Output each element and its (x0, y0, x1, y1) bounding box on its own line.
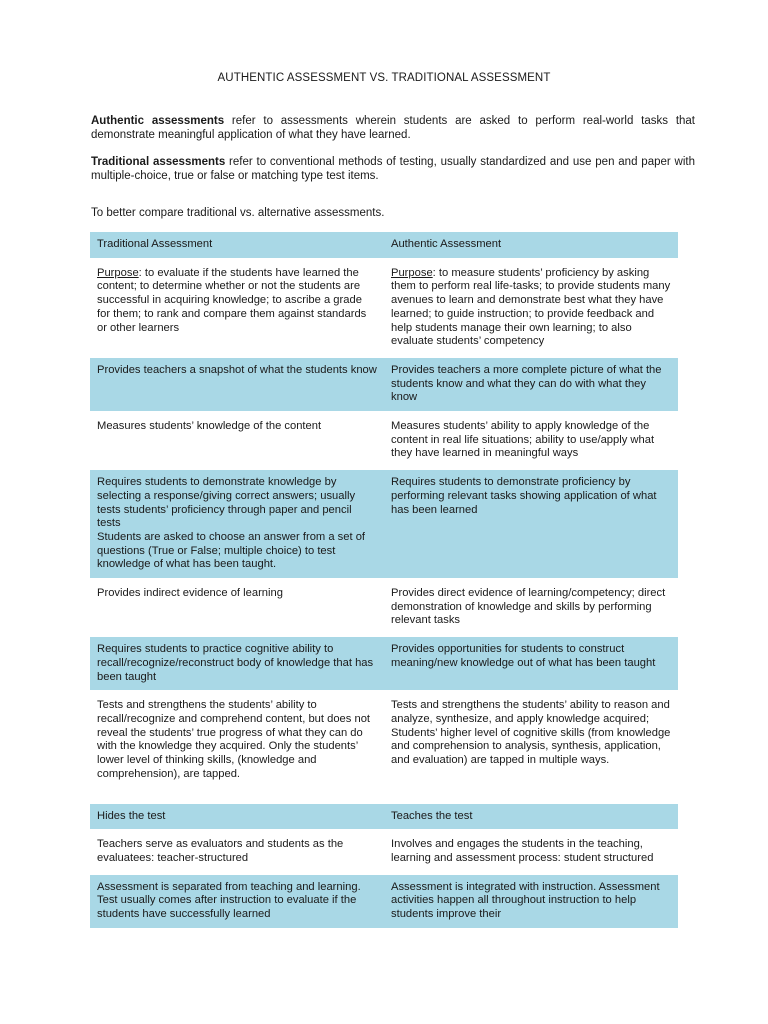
table-row (90, 580, 678, 636)
authentic-cell: Provides teachers a more complete picture of what the students know and what they can do with what they know (384, 356, 678, 412)
comparison-intro: To better compare traditional vs. alternative assessments. (91, 207, 385, 219)
traditional-cell: Requires students to demonstrate knowledge by selecting a response/giving correct answers; usually tests students’ proficiency through paper and pencil tests Students are asked to choose an answer from a set of questions (True or False; multiple choice) to test knowledge of what has been taught. (90, 469, 384, 580)
table-row (90, 356, 678, 412)
traditional-cell: Requires students to practice cognitive ability to recall/recognize/reconstruct body of knowledge that has been taught (90, 636, 384, 692)
table-row (90, 831, 678, 873)
traditional-definition (91, 155, 695, 183)
table-row (90, 692, 678, 789)
table-row (90, 469, 678, 580)
traditional-cell: Measures students’ knowledge of the content (90, 413, 384, 469)
authentic-cell: Measures students’ ability to apply knowledge of the content in real life situations; ability to use/apply what they have learned in meaningful ways (384, 413, 678, 469)
header-traditional: Traditional Assessment (90, 232, 384, 259)
header-authentic: Authentic Assessment (384, 232, 678, 259)
purpose-label: Purpose (97, 266, 139, 279)
table-row (90, 413, 678, 469)
authentic-cell: Involves and engages the students in the teaching, learning and assessment process: student structured (384, 831, 678, 873)
authentic-cell: Teaches the test (384, 802, 678, 831)
authentic-definition (91, 114, 695, 142)
traditional-cell: Tests and strengthens the students’ ability to recall/recognize and comprehend content, but does not reveal the students’ true progress of what they can do with the knowledge they acquired. Only the students’ lower level of thinking skills, (knowledge and comprehension), are tapped. (90, 692, 384, 789)
traditional-cell: Teachers serve as evaluators and students as the evaluatees: teacher-structured (90, 831, 384, 873)
authentic-cell: Provides direct evidence of learning/competency; direct demonstration of knowledge and skills by performing relevant tasks (384, 580, 678, 636)
traditional-definition-text: refer to conventional methods of testing, usually standardized and use pen and paper with multiple-choice, true or false or matching type test items. (91, 156, 695, 182)
purpose-authentic-cell (384, 259, 678, 356)
authentic-cell: Assessment is integrated with instruction. Assessment activities happen all throughout instruction to help students improve their (384, 873, 678, 929)
traditional-cell: Hides the test (90, 802, 384, 831)
comparison-table (90, 232, 678, 931)
purpose-authentic-text: : to measure students’ proficiency by asking them to perform real life-tasks; to provide students many avenues to learn and demonstrate best what they have learned; to guide instruction; to provide feedback and help students manage their own learning; to also evaluate students’ competency (391, 266, 671, 348)
table-header-row (90, 232, 678, 259)
authentic-cell: Tests and strengthens the students’ ability to reason and analyze, synthesize, and apply knowledge acquired; Students’ higher level of cognitive skills (from knowledge and comprehension to analysis, synthesis, application, and evaluation) are tapped in multiple ways. (384, 692, 678, 789)
purpose-label: Purpose (391, 266, 433, 279)
authentic-cell: Requires students to demonstrate proficiency by performing relevant tasks showing application of what has been learned (384, 469, 678, 580)
document-title: AUTHENTIC ASSESSMENT VS. TRADITIONAL ASSESSMENT (217, 72, 551, 84)
table-row (90, 873, 678, 929)
purpose-traditional-cell (90, 259, 384, 356)
traditional-cell: Assessment is separated from teaching and learning. Test usually comes after instruction to evaluate if the students have successfully learned (90, 873, 384, 929)
table-row (90, 259, 678, 356)
traditional-cell: Provides teachers a snapshot of what the students know (90, 356, 384, 412)
purpose-traditional-text: : to evaluate if the students have learned the content; to determine whether or not the students are successful in acquiring knowledge; to ascribe a grade for them; to rank and compare them against standards or other learners (97, 266, 367, 334)
traditional-term: Traditional assessments (91, 156, 226, 168)
authentic-cell: Provides opportunities for students to construct meaning/new knowledge out of what has been taught (384, 636, 678, 692)
table-row (90, 802, 678, 831)
table-row (90, 636, 678, 692)
authentic-definition-text: refer to assessments wherein students are asked to perform real-world tasks that demonstrate meaningful application of what they have learned. (91, 115, 695, 141)
table-spacer (90, 789, 678, 802)
traditional-cell: Provides indirect evidence of learning (90, 580, 384, 636)
authentic-term: Authentic assessments (91, 115, 225, 127)
